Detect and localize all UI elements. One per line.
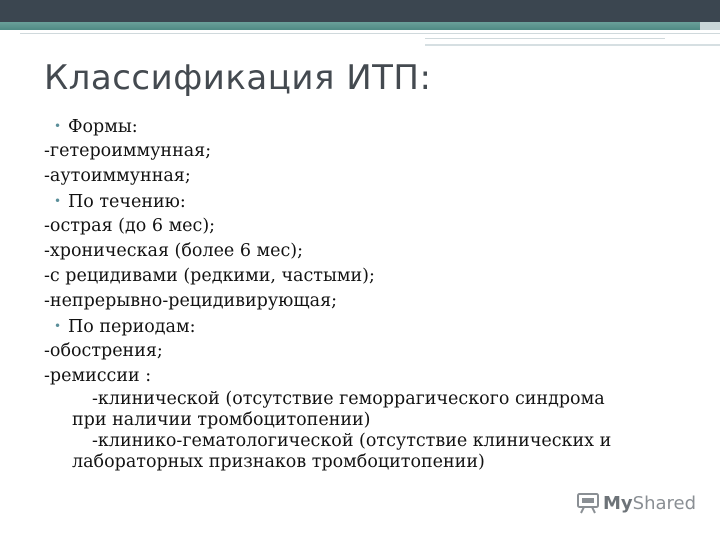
list-item	[44, 339, 694, 364]
watermark-text: MyShared	[603, 492, 697, 514]
decorative-rule	[20, 33, 720, 34]
line-text: По течению:	[68, 192, 186, 212]
watermark-logo	[576, 490, 696, 516]
list-item	[44, 239, 694, 264]
sub-item	[44, 431, 694, 452]
line-text: -хроническая (более 6 мес);	[44, 241, 304, 261]
list-item	[44, 139, 694, 164]
sub-item-continuation	[44, 410, 694, 431]
presentation-board-icon	[576, 492, 600, 514]
line-text: -с рецидивами (редкими, частыми);	[44, 266, 375, 286]
line-text: -острая (до 6 мес);	[44, 216, 216, 236]
bullet-heading	[44, 114, 694, 139]
line-text: Формы:	[68, 117, 138, 137]
bullet-heading	[44, 314, 694, 339]
line-text: -непрерывно-рецидивирующая;	[44, 291, 338, 311]
header-bar	[0, 0, 720, 22]
list-item	[44, 264, 694, 289]
line-text: при наличии тромбоцитопении)	[72, 410, 371, 430]
bullet-icon: •	[54, 194, 62, 208]
sub-item-continuation	[44, 452, 694, 473]
slide-title: Классификация ИТП:	[44, 58, 432, 98]
bullet-icon: •	[54, 319, 62, 333]
list-item	[44, 164, 694, 189]
line-text: По периодам:	[68, 317, 196, 337]
header-accent-stripe	[0, 22, 700, 30]
header-accent-end	[700, 22, 720, 30]
decorative-rule	[425, 44, 720, 46]
sub-item	[44, 389, 694, 410]
line-text: -ремиссии :	[44, 366, 152, 386]
line-text: -клинико-гематологической (отсутствие клинических и	[92, 431, 612, 451]
slide-body	[44, 114, 694, 473]
bullet-icon: •	[54, 119, 62, 133]
list-item	[44, 214, 694, 239]
decorative-rule	[425, 38, 665, 39]
line-text: -гетероиммунная;	[44, 141, 212, 161]
line-text: лабораторных признаков тромбоцитопении)	[72, 452, 485, 472]
list-item	[44, 289, 694, 314]
line-text: -обострения;	[44, 341, 163, 361]
bullet-heading	[44, 189, 694, 214]
line-text: -аутоиммунная;	[44, 166, 191, 186]
line-text: -клинической (отсутствие геморрагического синдрома	[92, 389, 605, 409]
list-item	[44, 364, 694, 389]
